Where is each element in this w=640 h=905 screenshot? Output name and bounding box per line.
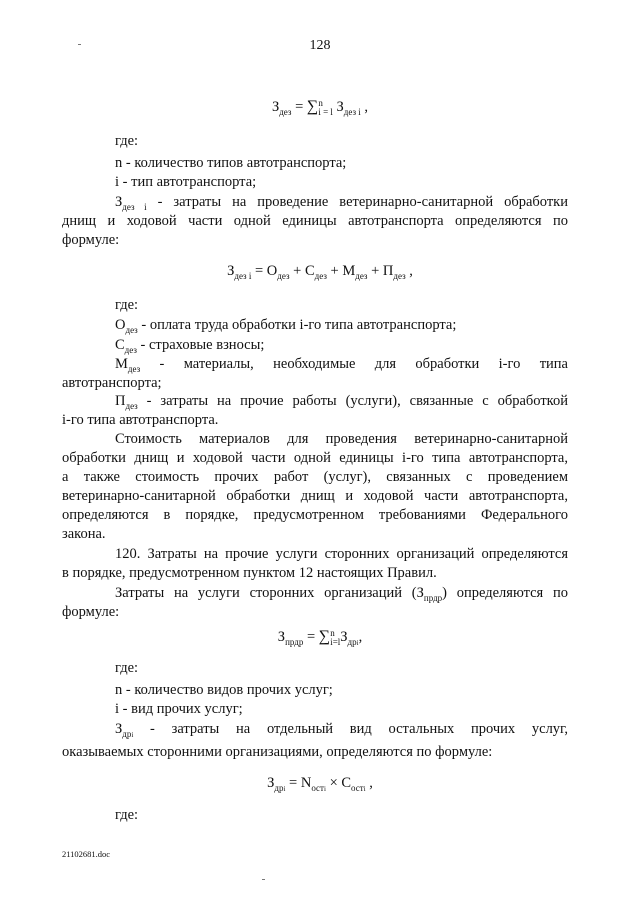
formula-zdez: $З_{дез}$ = ∑ n i = l $З_{дез i}$ ,: [271, 97, 369, 117]
clause-120: 120. Затраты на прочие услуги сторонних организаций определяются в порядке, предусмотренном пунктом 12 настоящих Правил.: [62, 546, 568, 581]
third-party-services-paragraph: Затраты на услуги сторонних организаций $(З_{прдр})$ определяются по формуле:: [62, 585, 568, 620]
where-label: где:: [115, 297, 139, 313]
formula-zdri: $З_{дрi} = N_{остi} \times С_{остi}$ ,: [267, 775, 373, 793]
formula-zprdr: $З_{прдр}$ = ∑ n i=l $З_{дрi}$,: [277, 627, 363, 647]
i-definition: i - тип автотранспорта;: [115, 174, 257, 190]
scan-speck: [78, 44, 81, 45]
where-label: где:: [115, 133, 139, 149]
materials-cost-paragraph: Стоимость материалов для проведения ветеринарно-санитарной обработки днищ и ходовой части одной единицы i-го типа автотранспорта, а также стоимость прочих работ (услуг), связанных с проведением ветеринарно-санитарной обработки днищ и ходовой части автотранспорта, определяются в порядке, предусмотренном требованиями Федерального закона.: [62, 431, 568, 542]
cdez-definition: $С_{дез}$ - страховые взносы;: [115, 337, 265, 355]
where-label: где:: [115, 660, 139, 676]
footer-filename: 21102681.doc: [62, 849, 111, 859]
scan-speck: [262, 879, 265, 880]
n-definition: n - количество типов автотранспорта;: [115, 155, 347, 171]
where-label: где:: [115, 807, 139, 823]
mdez-definition: $М_{дез}$ - материалы, необходимые для обработки i-го типа автотранспорта;: [62, 356, 568, 391]
odez-definition: $О_{дез}$ - оплата труда обработки i-го типа автотранспорта;: [115, 317, 457, 335]
i-definition: i - вид прочих услуг;: [115, 701, 243, 717]
formula-zdezi: $З_{дез i} = О_{дез} + С_{дез} + М_{дез} + П_{дез}$ ,: [227, 263, 413, 281]
zdri-definition: $З_{дрi}$ - затраты на отдельный вид остальных прочих услуг, оказываемых сторонними организациями, определяются по формуле:: [62, 721, 568, 760]
zdezi-definition: $З_{дез i}$ - затраты на проведение ветеринарно-санитарной обработки днищ и ходовой части одной единицы автотранспорта определяются по формуле:: [62, 194, 568, 248]
n-definition: n - количество видов прочих услуг;: [115, 682, 333, 698]
pdez-definition: $П_{дез}$ - затраты на прочие работы (услуги), связанные с обработкой i-го типа автотранспорта.: [62, 393, 568, 428]
page-number: 128: [309, 38, 331, 53]
